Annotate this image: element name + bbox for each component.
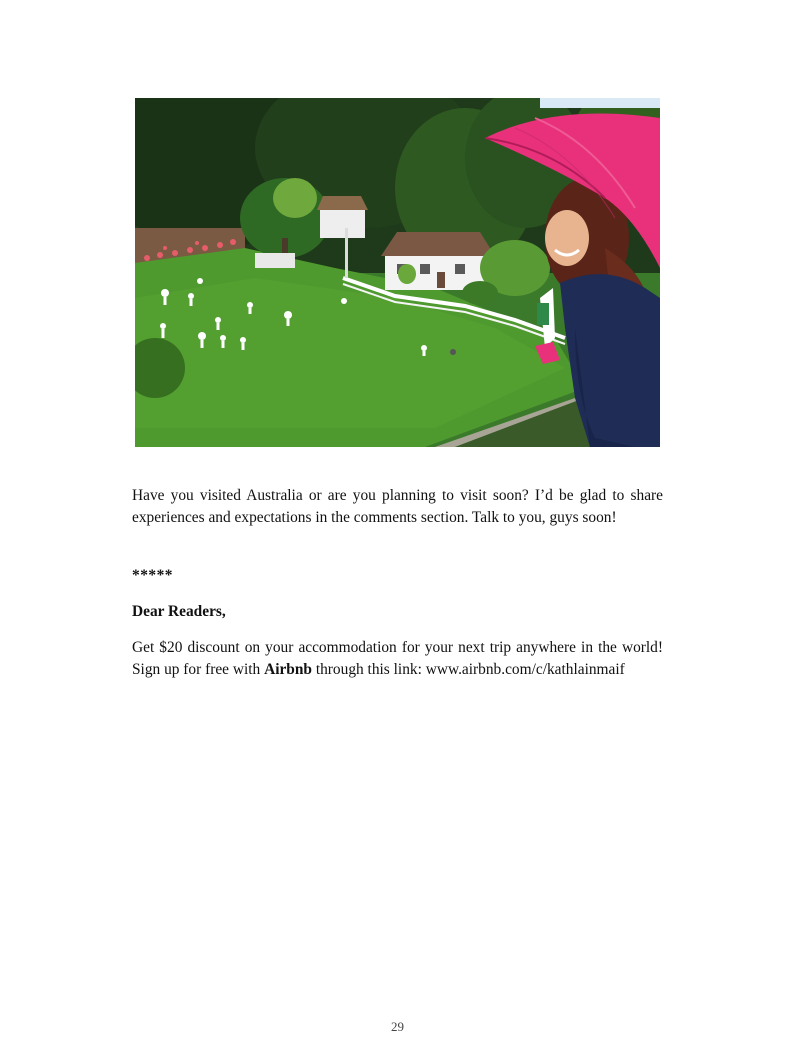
photo-illustration [135, 98, 660, 447]
section-separator: ***** [132, 567, 173, 584]
offer-text-before: Get $20 discount on your accommodation for your next trip anywhere in the world! Sign up for free with [132, 639, 663, 678]
offer-paragraph [132, 637, 663, 681]
offer-brand: Airbnb [264, 661, 312, 678]
question-paragraph: Have you visited Australia or are you planning to visit soon? I’d be glad to share experiences and expectations in the comments section. Talk to you, guys soon! [132, 487, 663, 526]
salutation: Dear Readers, [132, 603, 226, 620]
document-photo [135, 98, 660, 447]
offer-text-after: through this link: [311, 661, 422, 678]
page-number: 29 [391, 1019, 404, 1034]
offer-link[interactable]: www.airbnb.com/c/kathlainmaif [425, 661, 625, 678]
